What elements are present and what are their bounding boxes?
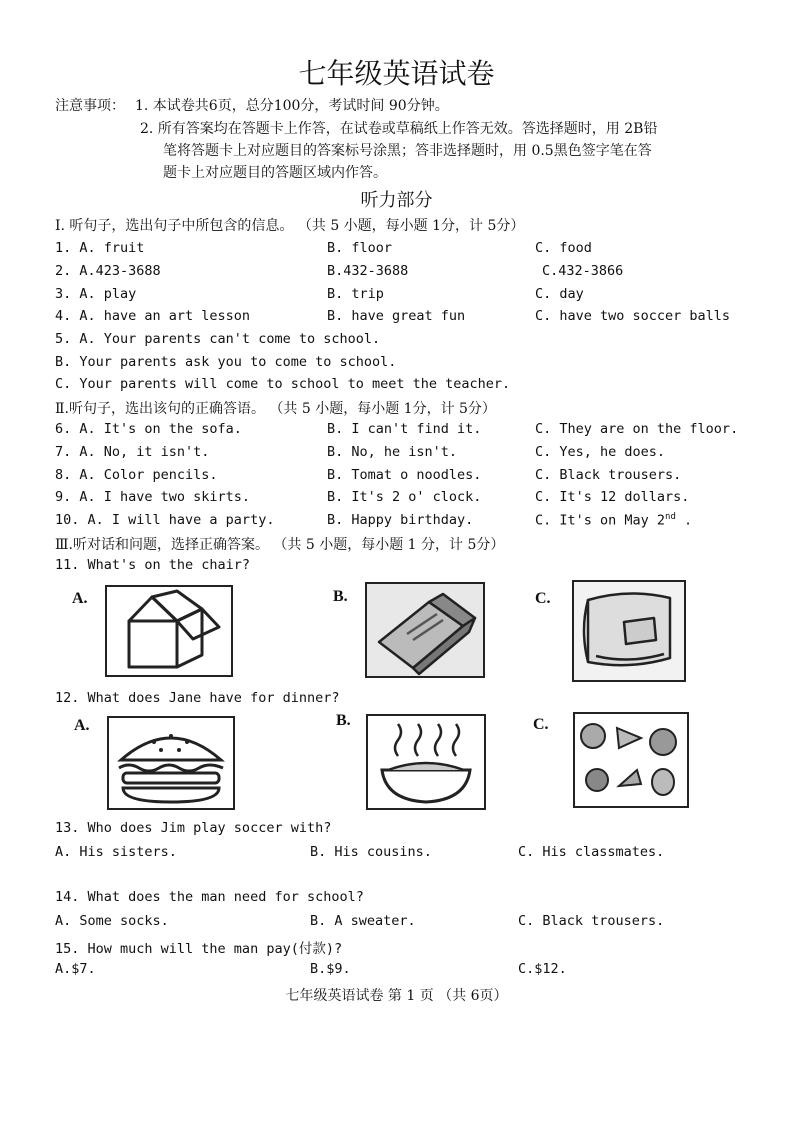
- q4-a: 4. A. have an art lesson: [55, 308, 251, 324]
- q11-picture-c-sweater: [572, 580, 686, 682]
- q4-b: B. have great fun: [327, 308, 466, 324]
- q14-question: 14. What does the man need for school?: [55, 889, 364, 905]
- note-1: 1. 本试卷共6页，总分100分，考试时间 90分钟。: [135, 98, 449, 114]
- q2-c: C.432-3866: [542, 263, 624, 279]
- q5-c: C. Your parents will come to school to meet the teacher.: [55, 376, 511, 392]
- q12-picture-b-noodles: [366, 714, 486, 810]
- q12-label-b: B.: [336, 712, 351, 729]
- note-2b: 笔将答题卡上对应题目的答案标号涂黑；答非选择题时，用 0.5黑色签字笔在答: [163, 143, 652, 159]
- section-2-heading: Ⅱ.听句子，选出该句的正确答语。 （共 5 小题，每小题 1分，计 5分）: [55, 401, 496, 417]
- box-icon: [107, 587, 231, 675]
- q3-b: B. trip: [327, 286, 384, 302]
- notes-label: 注意事项：: [55, 98, 125, 114]
- q1-b: B. floor: [327, 240, 393, 256]
- page-footer: 七年级英语试卷 第 1 页 （共 6页）: [285, 988, 508, 1004]
- q1-c: C. food: [535, 240, 592, 256]
- q9-c: C. It's 12 dollars.: [535, 489, 690, 505]
- q14-b: B. A sweater.: [310, 913, 416, 929]
- q11-picture-a-box: [105, 585, 233, 677]
- q7-c: C. Yes, he does.: [535, 444, 666, 460]
- q11-label-c: C.: [535, 590, 551, 607]
- q15-question: 15. How much will the man pay(付款)?: [55, 941, 343, 957]
- vegetables-icon: [575, 714, 687, 806]
- q12-question: 12. What does Jane have for dinner?: [55, 690, 340, 706]
- q6-b: B. I can't find it.: [327, 421, 482, 437]
- q5-b: B. Your parents ask you to come to school.: [55, 354, 397, 370]
- q9-a: 9. A. I have two skirts.: [55, 489, 251, 505]
- q7-a: 7. A. No, it isn't.: [55, 444, 210, 460]
- q4-c: C. have two soccer balls: [535, 308, 731, 324]
- q10-c-sup: nd: [665, 512, 676, 522]
- note-2c: 题卡上对应题目的答题区域内作答。: [163, 165, 387, 181]
- q11-picture-b-eraser: [365, 582, 485, 678]
- q15-b: B.$9.: [310, 961, 351, 977]
- q6-c: C. They are on the floor.: [535, 421, 739, 437]
- q12-picture-a-hamburger: [107, 716, 235, 810]
- q13-a: A. His sisters.: [55, 844, 177, 860]
- q10-c: [535, 512, 692, 529]
- q10-a: 10. A. I will have a party.: [55, 512, 275, 528]
- q9-b: B. It's 2 o' clock.: [327, 489, 482, 505]
- q3-c: C. day: [535, 286, 584, 302]
- page-title: 七年级英语试卷: [298, 57, 495, 90]
- section-3-heading: Ⅲ.听对话和问题，选择正确答案。 （共 5 小题，每小题 1 分，计 5分）: [55, 537, 505, 553]
- q8-b: B. Tomat o noodles.: [327, 467, 482, 483]
- q10-c-end: .: [675, 512, 693, 529]
- q8-c: C. Black trousers.: [535, 467, 682, 483]
- q12-label-c: C.: [533, 716, 549, 733]
- eraser-icon: [367, 584, 483, 676]
- q8-a: 8. A. Color pencils.: [55, 467, 218, 483]
- note-2a: 2. 所有答案均在答题卡上作答，在试卷或草稿纸上作答无效。答选择题时，用 2B铅: [140, 121, 658, 137]
- q13-c: C. His classmates.: [518, 844, 665, 860]
- q3-a: 3. A. play: [55, 286, 137, 302]
- q14-a: A. Some socks.: [55, 913, 169, 929]
- q5-a: 5. A. Your parents can't come to school.: [55, 331, 381, 347]
- q11-question: 11. What's on the chair?: [55, 557, 251, 573]
- q10-c-text: C. It's on May 2: [535, 512, 666, 529]
- q2-a: 2. A.423-3688: [55, 263, 161, 279]
- section-1-heading: I. 听句子，选出句子中所包含的信息。 （共 5 小题，每小题 1分，计 5分）: [55, 218, 525, 234]
- q13-b: B. His cousins.: [310, 844, 432, 860]
- q1-a: 1. A. fruit: [55, 240, 145, 256]
- q11-label-a: A.: [72, 590, 88, 607]
- hamburger-icon: [109, 718, 233, 808]
- q13-question: 13. Who does Jim play soccer with?: [55, 820, 332, 836]
- hot-noodle-bowl-icon: [368, 716, 484, 808]
- folded-sweater-icon: [574, 582, 684, 680]
- q7-b: B. No, he isn't.: [327, 444, 458, 460]
- q10-b: B. Happy birthday.: [327, 512, 474, 528]
- q12-label-a: A.: [74, 717, 90, 734]
- q11-label-b: B.: [333, 588, 348, 605]
- q14-c: C. Black trousers.: [518, 913, 665, 929]
- q2-b: B.432-3688: [327, 263, 409, 279]
- part-title: 听力部分: [360, 190, 433, 211]
- q12-picture-c-vegetables: [573, 712, 689, 808]
- q15-c: C.$12.: [518, 961, 567, 977]
- q15-a: A.$7.: [55, 961, 96, 977]
- q6-a: 6. A. It's on the sofa.: [55, 421, 242, 437]
